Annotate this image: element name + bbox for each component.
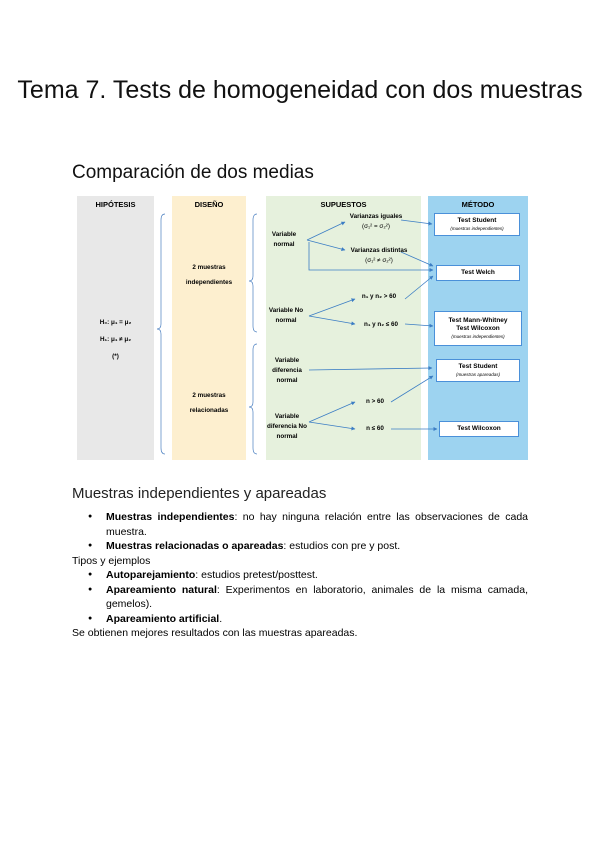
method-student2-label: Test Student	[458, 362, 498, 370]
method-welch	[436, 265, 520, 281]
header-method: MÉTODO	[461, 200, 495, 209]
assump-n-le-60: n₁ y n₂ ≤ 60	[363, 321, 399, 328]
method-student-independent	[434, 213, 520, 236]
header-hypothesis: HIPÓTESIS	[95, 200, 136, 209]
methods-diagram	[77, 196, 528, 460]
hypothesis-h0: H₀: μ₁ = μ₂	[99, 319, 132, 326]
tipos-label: Tipos y ejemplos	[72, 554, 151, 567]
design-related: 2 muestras relacionadas	[189, 392, 229, 414]
conclusion-text: Se obtienen mejores resultados con las muestras apareadas.	[72, 627, 358, 639]
assump-dif-no-normal: Variable diferencia No normal	[267, 413, 307, 440]
section-heading: Comparación de dos medias	[72, 162, 314, 183]
list-item: ● Apareamiento artificial.	[106, 612, 528, 627]
assump-var-iguales-eq: (σ₁² = σ₂²)	[362, 223, 390, 230]
related-brace	[249, 344, 257, 454]
method-wilcoxon-label: Test Wilcoxon	[456, 324, 500, 332]
list-item: ● Autoparejamiento: estudios pretest/posttest.	[106, 568, 528, 583]
design-independent: 2 muestras independientes	[185, 264, 233, 286]
indep-brace	[249, 214, 257, 332]
header-assumptions: SUPUESTOS	[320, 200, 367, 209]
method-mann-sub: (muestras independientes)	[451, 333, 505, 339]
examples-list	[72, 568, 528, 626]
assump-n-le: n ≤ 60	[366, 425, 384, 432]
types-list	[72, 510, 528, 554]
method-wilcoxon2-label: Test Wilcoxon	[457, 425, 501, 432]
method-student2-sub: (muestras apareadas)	[455, 371, 501, 377]
assump-n-gt: n > 60	[365, 398, 385, 405]
hypothesis-note: (*)	[112, 353, 119, 360]
list-item: ● Muestras relacionadas o apareadas: estudios con pre y post.	[106, 539, 528, 554]
assump-n-gt-60: n₁ y n₂ > 60	[361, 293, 397, 300]
method-student-label: Test Student	[457, 216, 497, 224]
hypothesis-h1: H₁: μ₁ ≠ μ₂	[99, 336, 132, 343]
header-design: DISEÑO	[194, 200, 224, 209]
method-mann-label: Test Mann-Whitney	[448, 316, 508, 324]
assump-var-normal: Variable normal	[271, 231, 297, 248]
method-wilcoxon-paired	[439, 421, 519, 437]
hypothesis-brace	[157, 214, 165, 454]
assump-var-distintas-eq: (σ₁² ≠ σ₂²)	[365, 257, 393, 264]
method-student-sub: (muestras independientes)	[450, 225, 504, 231]
assump-dif-normal: Variable diferencia normal	[272, 357, 302, 384]
assump-var-iguales: Varianzas iguales	[349, 213, 403, 220]
method-student-paired	[436, 359, 520, 382]
list-item: ● Muestras independientes: no hay ninguna relación entre las observaciones de cada muestra.	[106, 510, 528, 539]
assump-var-no-normal: Variable No normal	[268, 307, 304, 324]
method-welch-label: Test Welch	[461, 269, 495, 276]
list-item: ● Apareamiento natural: Experimentos en laboratorio, animales de la misma camada, gemelos).	[106, 583, 528, 612]
page-title: Tema 7. Tests de homogeneidad con dos muestras	[17, 76, 583, 104]
method-mann-wilcoxon	[434, 311, 522, 346]
assump-var-distintas: Varianzas distintas	[350, 247, 408, 254]
content-body	[72, 510, 528, 641]
subsection-heading: Muestras independientes y apareadas	[72, 485, 327, 502]
